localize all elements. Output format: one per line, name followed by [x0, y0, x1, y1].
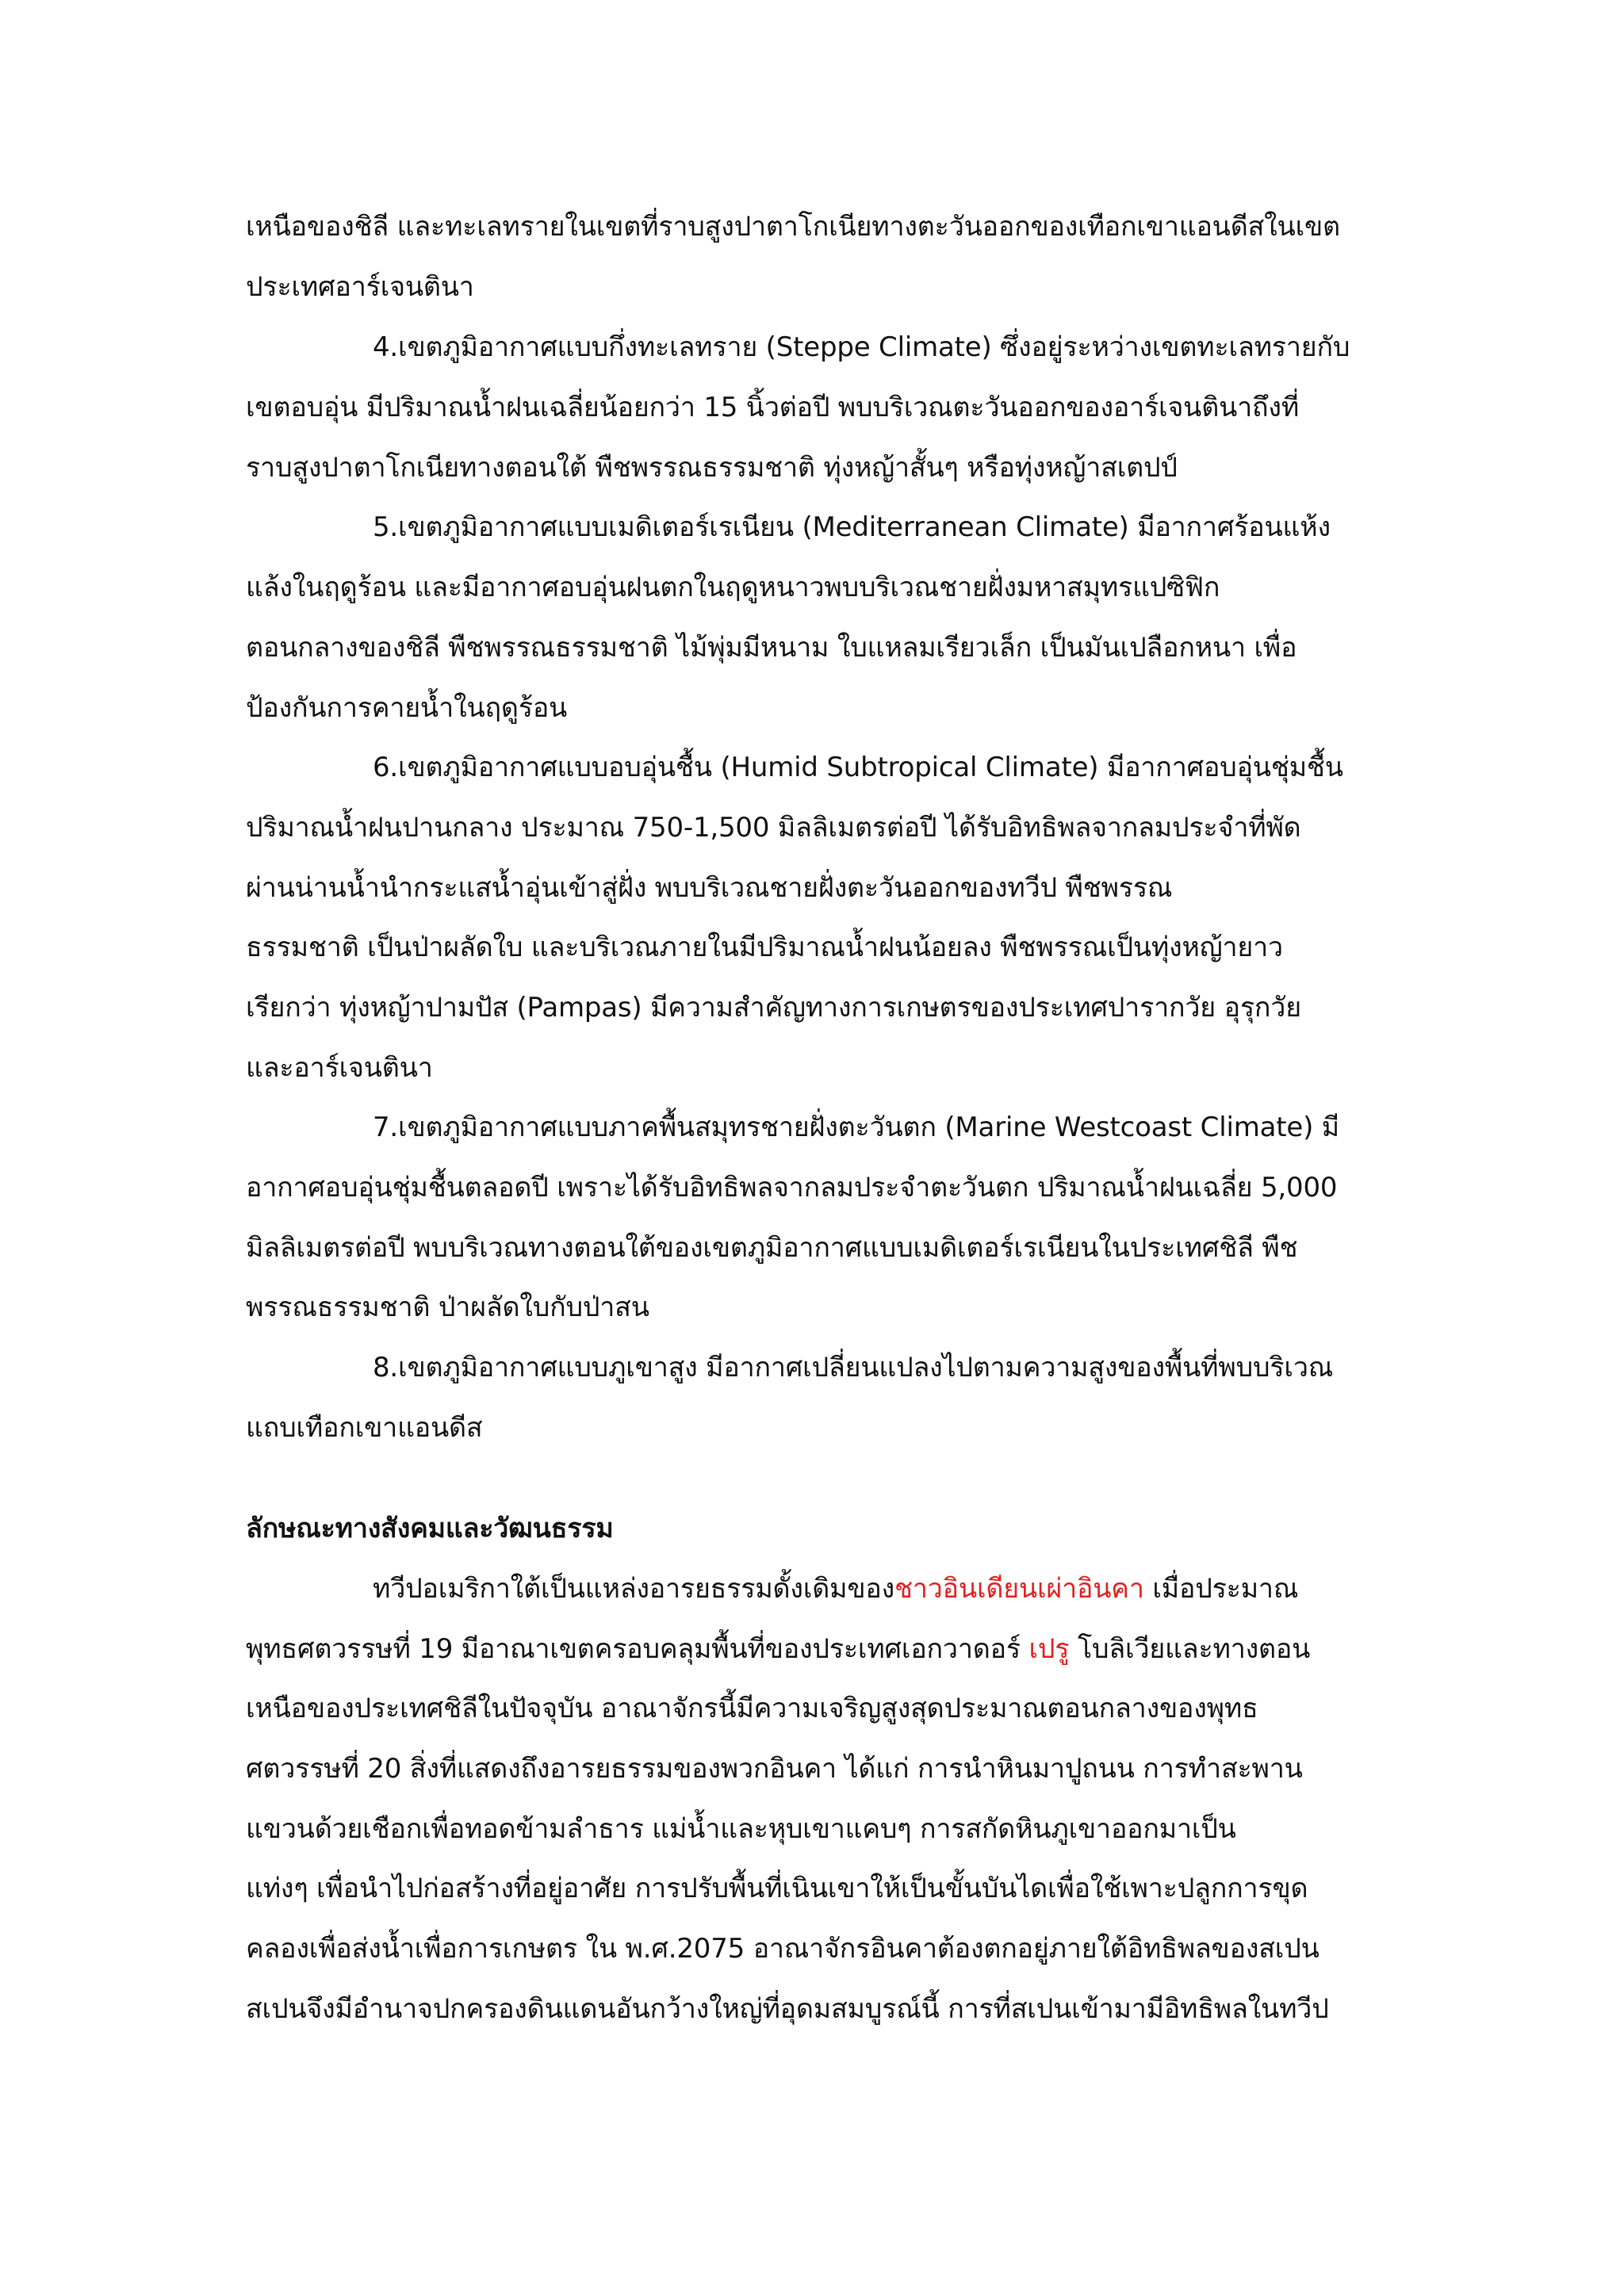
text-line: พรรณธรรมชาติ ป่าผลัดใบกับป่าสน	[246, 1292, 649, 1323]
text-line: ราบสูงปาตาโกเนียทางตอนใต้ พืชพรรณธรรมชาติ ทุ่งหญ้าสั้นๆ หรือทุ่งหญ้าสเตปป์	[246, 452, 1178, 484]
text-line: สเปนจึงมีอำนาจปกครองดินแดนอันกว้างใหญ่ที่อุดมสมบูรณ์นี้ การที่สเปนเข้ามามีอิทธิพลในทวีป	[246, 1993, 1329, 2025]
text-segment: โบลิเวียและทางตอน	[1069, 1633, 1311, 1665]
climate-item-6: 6.เขตภูมิอากาศแบบอบอุ่นชื้น (Humid Subtropical Climate) มีอากาศอบอุ่นชุ่มชื้น	[373, 752, 1343, 783]
text-line: เหนือของชิลี และทะเลทรายในเขตที่ราบสูงปาตาโกเนียทางตะวันออกของเทือกเขาแอนดีสในเขต	[246, 211, 1340, 243]
text-line: ป้องกันการคายน้ำในฤดูร้อน	[246, 692, 568, 724]
text-line: ประเทศอาร์เจนตินา	[246, 271, 474, 303]
text-segment: เมื่อประมาณ	[1143, 1573, 1299, 1605]
paragraph-line	[246, 1630, 1404, 1668]
highlight-peru: เปรู	[1028, 1633, 1070, 1665]
text-line: แล้งในฤดูร้อน และมีอากาศอบอุ่นฝนตกในฤดูหนาวพบบริเวณชายฝั่งมหาสมุทรแปซิฟิก	[246, 572, 1220, 603]
text-line: แขวนด้วยเชือกเพื่อทอดข้ามลำธาร แม่น้ำและหุบเขาแคบๆ การสกัดหินภูเขาออกมาเป็น	[246, 1813, 1236, 1845]
highlight-inca: ชาวอินเดียนเผ่าอินคา	[894, 1573, 1144, 1605]
text-line: แท่งๆ เพื่อนำไปก่อสร้างที่อยู่อาศัย การปรับพื้นที่เนินเขาให้เป็นขั้นบันไดเพื่อใช้เพาะปลูกการขุด	[246, 1873, 1308, 1904]
text-line: ปริมาณน้ำฝนปานกลาง ประมาณ 750-1,500 มิลลิเมตรต่อปี ได้รับอิทธิพลจากลมประจำที่พัด	[246, 812, 1301, 844]
climate-item-5: 5.เขตภูมิอากาศแบบเมดิเตอร์เรเนียน (Mediterranean Climate) มีอากาศร้อนแห้ง	[373, 511, 1331, 543]
section-heading: ลักษณะทางสังคมและวัฒนธรรม	[246, 1513, 614, 1544]
text-segment: พุทธศตวรรษที่ 19 มีอาณาเขตครอบคลุมพื้นที่ของประเทศเอกวาดอร์	[246, 1633, 1029, 1665]
text-line: เหนือของประเทศชิลีในปัจจุบัน อาณาจักรนี้มีความเจริญสูงสุดประมาณตอนกลางของพุทธ	[246, 1693, 1258, 1724]
climate-item-7: 7.เขตภูมิอากาศแบบภาคพื้นสมุทรชายฝั่งตะวันตก (Marine Westcoast Climate) มี	[373, 1112, 1339, 1143]
paragraph-line	[373, 1570, 1404, 1608]
text-line: เขตอบอุ่น มีปริมาณน้ำฝนเฉลี่ยน้อยกว่า 15 นิ้วต่อปี พบบริเวณตะวันออกของอาร์เจนตินาถึงที่	[246, 392, 1300, 423]
text-line: อากาศอบอุ่นชุ่มชื้นตลอดปี เพราะได้รับอิทธิพลจากลมประจำตะวันตก ปริมาณน้ำฝนเฉลี่ย 5,000	[246, 1172, 1338, 1203]
text-line: และอาร์เจนตินา	[246, 1052, 433, 1084]
text-line: คลองเพื่อส่งน้ำเพื่อการเกษตร ใน พ.ศ.2075 อาณาจักรอินคาต้องตกอยู่ภายใต้อิทธิพลของสเปน	[246, 1933, 1320, 1965]
text-line: ผ่านน่านน้ำนำกระแสน้ำอุ่นเข้าสู่ฝั่ง พบบริเวณชายฝั่งตะวันออกของทวีป พืชพรรณ	[246, 872, 1173, 904]
text-segment: ทวีปอเมริกาใต้เป็นแหล่งอารยธรรมดั้งเดิมของ	[373, 1573, 895, 1605]
text-line: เรียกว่า ทุ่งหญ้าปามปัส (Pampas) มีความสำคัญทางการเกษตรของประเทศปารากวัย อุรุกวัย	[246, 992, 1301, 1024]
climate-item-4: 4.เขตภูมิอากาศแบบกึ่งทะเลทราย (Steppe Climate) ซึ่งอยู่ระหว่างเขตทะเลทรายกับ	[373, 331, 1350, 363]
text-line: ตอนกลางของชิลี พืชพรรณธรรมชาติ ไม้พุ่มมีหนาม ใบแหลมเรียวเล็ก เป็นมันเปลือกหนา เพื่อ	[246, 632, 1297, 664]
text-line: แถบเทือกเขาแอนดีส	[246, 1412, 483, 1444]
text-line: มิลลิเมตรต่อปี พบบริเวณทางตอนใต้ของเขตภูมิอากาศแบบเมดิเตอร์เรเนียนในประเทศชิลี พืช	[246, 1232, 1298, 1264]
climate-item-8: 8.เขตภูมิอากาศแบบภูเขาสูง มีอากาศเปลี่ยนแปลงไปตามความสูงของพื้นที่พบบริเวณ	[373, 1352, 1334, 1383]
text-line: ธรรมชาติ เป็นป่าผลัดใบ และบริเวณภายในมีปริมาณน้ำฝนน้อยลง พืชพรรณเป็นทุ่งหญ้ายาว	[246, 932, 1283, 963]
text-line: ศตวรรษที่ 20 สิ่งที่แสดงถึงอารยธรรมของพวกอินคา ได้แก่ การนำหินมาปูถนน การทำสะพาน	[246, 1753, 1303, 1785]
